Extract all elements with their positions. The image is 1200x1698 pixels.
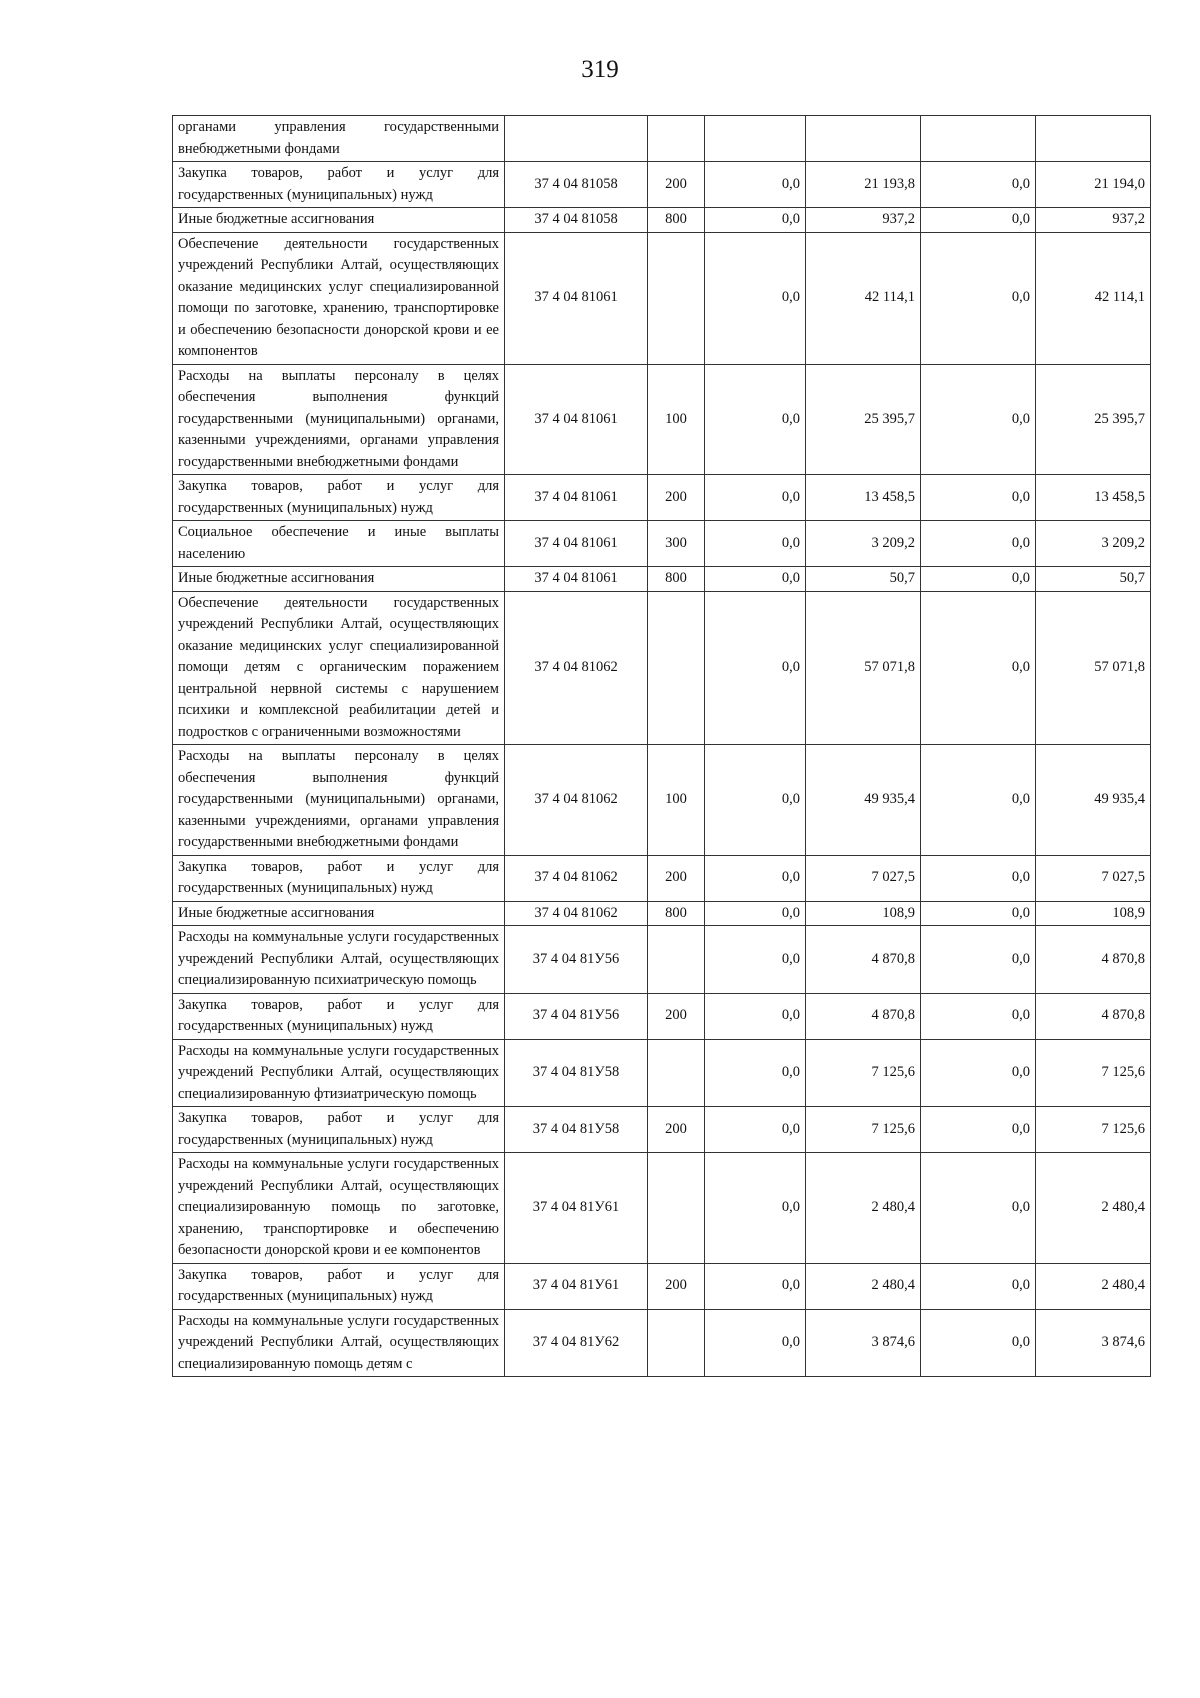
target-article-code-cell: 37 4 04 81062 xyxy=(505,901,648,926)
amount-cell: 0,0 xyxy=(705,162,806,208)
table-row xyxy=(173,901,1151,926)
amount-cell: 0,0 xyxy=(921,208,1036,233)
amount-cell: 0,0 xyxy=(921,364,1036,475)
expenditure-name-cell: Закупка товаров, работ и услуг для государственных (муниципальных) нужд xyxy=(173,993,505,1039)
amount-cell: 0,0 xyxy=(705,993,806,1039)
budget-table-body xyxy=(173,116,1151,1377)
total-amount-cell: 57 071,8 xyxy=(1036,591,1151,745)
table-row xyxy=(173,1107,1151,1153)
expense-type-cell: 200 xyxy=(648,162,705,208)
total-amount-cell xyxy=(1036,116,1151,162)
expense-type-cell: 800 xyxy=(648,901,705,926)
amount-cell: 0,0 xyxy=(921,1039,1036,1107)
amount-cell: 0,0 xyxy=(705,364,806,475)
amount-cell: 0,0 xyxy=(921,993,1036,1039)
expense-type-cell: 800 xyxy=(648,208,705,233)
amount-cell: 0,0 xyxy=(705,1309,806,1377)
expense-type-cell: 100 xyxy=(648,364,705,475)
total-amount-cell: 3 209,2 xyxy=(1036,521,1151,567)
total-amount-cell: 4 870,8 xyxy=(1036,993,1151,1039)
expenditure-name-cell: Расходы на выплаты персоналу в целях обеспечения выполнения функций государственными (муниципальными) органами, казенными учреждениями, органами управления государственными внебюджетными фондами xyxy=(173,364,505,475)
amount-cell xyxy=(921,116,1036,162)
amount-cell: 0,0 xyxy=(705,475,806,521)
expense-type-cell xyxy=(648,591,705,745)
amount-cell: 0,0 xyxy=(705,208,806,233)
amount-cell: 0,0 xyxy=(705,521,806,567)
table-row xyxy=(173,567,1151,592)
amount-cell: 7 027,5 xyxy=(806,855,921,901)
amount-cell xyxy=(705,116,806,162)
total-amount-cell: 108,9 xyxy=(1036,901,1151,926)
target-article-code-cell: 37 4 04 81У61 xyxy=(505,1153,648,1264)
table-row xyxy=(173,475,1151,521)
expenditure-name-cell: Закупка товаров, работ и услуг для государственных (муниципальных) нужд xyxy=(173,855,505,901)
amount-cell xyxy=(806,116,921,162)
amount-cell: 0,0 xyxy=(705,1153,806,1264)
amount-cell: 0,0 xyxy=(921,162,1036,208)
table-row xyxy=(173,1263,1151,1309)
expense-type-cell: 800 xyxy=(648,567,705,592)
amount-cell: 4 870,8 xyxy=(806,993,921,1039)
expenditure-name-cell: Расходы на коммунальные услуги государственных учреждений Республики Алтай, осуществляющих специализированную фтизиатрическую помощь xyxy=(173,1039,505,1107)
amount-cell: 0,0 xyxy=(705,232,806,364)
amount-cell: 0,0 xyxy=(705,855,806,901)
expenditure-name-cell: Закупка товаров, работ и услуг для государственных (муниципальных) нужд xyxy=(173,162,505,208)
table-row xyxy=(173,1039,1151,1107)
amount-cell: 7 125,6 xyxy=(806,1039,921,1107)
amount-cell: 0,0 xyxy=(921,591,1036,745)
expense-type-cell: 300 xyxy=(648,521,705,567)
amount-cell: 0,0 xyxy=(921,567,1036,592)
target-article-code-cell: 37 4 04 81062 xyxy=(505,591,648,745)
amount-cell: 0,0 xyxy=(705,1263,806,1309)
target-article-code-cell: 37 4 04 81У58 xyxy=(505,1107,648,1153)
table-row xyxy=(173,1153,1151,1264)
expenditure-name-cell: Социальное обеспечение и иные выплаты населению xyxy=(173,521,505,567)
expense-type-cell xyxy=(648,1309,705,1377)
total-amount-cell: 21 194,0 xyxy=(1036,162,1151,208)
target-article-code-cell: 37 4 04 81У56 xyxy=(505,993,648,1039)
total-amount-cell: 25 395,7 xyxy=(1036,364,1151,475)
expense-type-cell xyxy=(648,232,705,364)
expense-type-cell: 200 xyxy=(648,855,705,901)
table-row xyxy=(173,591,1151,745)
expenditure-name-cell: Расходы на коммунальные услуги государственных учреждений Республики Алтай, осуществляющих специализированную помощь по заготовке, хранению, транспортировке и обеспечению безопасности донорской крови и ее компонентов xyxy=(173,1153,505,1264)
expenditure-name-cell: Обеспечение деятельности государственных учреждений Республики Алтай, осуществляющих оказание медицинских услуг специализированной помощи детям с органическим поражением центральной нервной системы с нарушением психики и комплексной реабилитации детей и подростков с ограниченными возможностями xyxy=(173,591,505,745)
total-amount-cell: 50,7 xyxy=(1036,567,1151,592)
target-article-code-cell: 37 4 04 81061 xyxy=(505,232,648,364)
total-amount-cell: 7 125,6 xyxy=(1036,1107,1151,1153)
expense-type-cell: 200 xyxy=(648,475,705,521)
amount-cell: 25 395,7 xyxy=(806,364,921,475)
target-article-code-cell: 37 4 04 81У56 xyxy=(505,926,648,994)
total-amount-cell: 7 027,5 xyxy=(1036,855,1151,901)
amount-cell: 0,0 xyxy=(921,745,1036,856)
total-amount-cell: 2 480,4 xyxy=(1036,1153,1151,1264)
amount-cell: 0,0 xyxy=(921,521,1036,567)
expenditure-name-cell: Расходы на коммунальные услуги государственных учреждений Республики Алтай, осуществляющих специализированную помощь детям с xyxy=(173,1309,505,1377)
total-amount-cell: 937,2 xyxy=(1036,208,1151,233)
total-amount-cell: 4 870,8 xyxy=(1036,926,1151,994)
table-row xyxy=(173,926,1151,994)
amount-cell: 4 870,8 xyxy=(806,926,921,994)
table-row xyxy=(173,116,1151,162)
expenditure-name-cell: Закупка товаров, работ и услуг для государственных (муниципальных) нужд xyxy=(173,1107,505,1153)
amount-cell: 50,7 xyxy=(806,567,921,592)
table-row xyxy=(173,232,1151,364)
table-row xyxy=(173,1309,1151,1377)
expenditure-name-cell: Иные бюджетные ассигнования xyxy=(173,208,505,233)
target-article-code-cell: 37 4 04 81061 xyxy=(505,475,648,521)
total-amount-cell: 42 114,1 xyxy=(1036,232,1151,364)
expense-type-cell xyxy=(648,116,705,162)
table-row xyxy=(173,745,1151,856)
amount-cell: 0,0 xyxy=(921,232,1036,364)
amount-cell: 2 480,4 xyxy=(806,1263,921,1309)
total-amount-cell: 7 125,6 xyxy=(1036,1039,1151,1107)
amount-cell: 42 114,1 xyxy=(806,232,921,364)
amount-cell: 0,0 xyxy=(705,926,806,994)
amount-cell: 3 874,6 xyxy=(806,1309,921,1377)
target-article-code-cell: 37 4 04 81061 xyxy=(505,567,648,592)
amount-cell: 108,9 xyxy=(806,901,921,926)
target-article-code-cell: 37 4 04 81062 xyxy=(505,855,648,901)
amount-cell: 0,0 xyxy=(921,855,1036,901)
table-row xyxy=(173,364,1151,475)
expenditure-name-cell: Расходы на выплаты персоналу в целях обеспечения выполнения функций государственными (муниципальными) органами, казенными учреждениями, органами управления государственными внебюджетными фондами xyxy=(173,745,505,856)
amount-cell: 937,2 xyxy=(806,208,921,233)
page-number: 319 xyxy=(581,56,619,83)
expense-type-cell: 200 xyxy=(648,1107,705,1153)
expenditure-name-cell: органами управления государственными внебюджетными фондами xyxy=(173,116,505,162)
budget-table xyxy=(172,115,1151,1377)
amount-cell: 0,0 xyxy=(705,901,806,926)
amount-cell: 0,0 xyxy=(921,1309,1036,1377)
target-article-code-cell: 37 4 04 81061 xyxy=(505,364,648,475)
target-article-code-cell: 37 4 04 81058 xyxy=(505,208,648,233)
expenditure-name-cell: Закупка товаров, работ и услуг для государственных (муниципальных) нужд xyxy=(173,475,505,521)
target-article-code-cell: 37 4 04 81061 xyxy=(505,521,648,567)
total-amount-cell: 3 874,6 xyxy=(1036,1309,1151,1377)
amount-cell: 0,0 xyxy=(705,567,806,592)
table-row xyxy=(173,208,1151,233)
amount-cell: 0,0 xyxy=(921,1153,1036,1264)
target-article-code-cell: 37 4 04 81У62 xyxy=(505,1309,648,1377)
expenditure-name-cell: Иные бюджетные ассигнования xyxy=(173,567,505,592)
amount-cell: 57 071,8 xyxy=(806,591,921,745)
amount-cell: 0,0 xyxy=(921,926,1036,994)
amount-cell: 3 209,2 xyxy=(806,521,921,567)
expense-type-cell xyxy=(648,1153,705,1264)
amount-cell: 0,0 xyxy=(705,591,806,745)
target-article-code-cell: 37 4 04 81У61 xyxy=(505,1263,648,1309)
amount-cell: 0,0 xyxy=(705,745,806,856)
total-amount-cell: 49 935,4 xyxy=(1036,745,1151,856)
amount-cell: 0,0 xyxy=(921,475,1036,521)
expense-type-cell: 200 xyxy=(648,1263,705,1309)
expenditure-name-cell: Иные бюджетные ассигнования xyxy=(173,901,505,926)
amount-cell: 13 458,5 xyxy=(806,475,921,521)
amount-cell: 21 193,8 xyxy=(806,162,921,208)
expense-type-cell xyxy=(648,926,705,994)
total-amount-cell: 13 458,5 xyxy=(1036,475,1151,521)
amount-cell: 2 480,4 xyxy=(806,1153,921,1264)
target-article-code-cell xyxy=(505,116,648,162)
amount-cell: 0,0 xyxy=(921,1263,1036,1309)
amount-cell: 0,0 xyxy=(921,1107,1036,1153)
amount-cell: 7 125,6 xyxy=(806,1107,921,1153)
expenditure-name-cell: Закупка товаров, работ и услуг для государственных (муниципальных) нужд xyxy=(173,1263,505,1309)
total-amount-cell: 2 480,4 xyxy=(1036,1263,1151,1309)
table-row xyxy=(173,162,1151,208)
table-row xyxy=(173,521,1151,567)
table-row xyxy=(173,855,1151,901)
amount-cell: 0,0 xyxy=(705,1107,806,1153)
expenditure-name-cell: Расходы на коммунальные услуги государственных учреждений Республики Алтай, осуществляющих специализированную психиатрическую помощь xyxy=(173,926,505,994)
table-row xyxy=(173,993,1151,1039)
expenditure-name-cell: Обеспечение деятельности государственных учреждений Республики Алтай, осуществляющих оказание медицинских услуг специализированной помощи по заготовке, хранению, транспортировке и обеспечению безопасности донорской крови и ее компонентов xyxy=(173,232,505,364)
amount-cell: 0,0 xyxy=(921,901,1036,926)
amount-cell: 49 935,4 xyxy=(806,745,921,856)
target-article-code-cell: 37 4 04 81У58 xyxy=(505,1039,648,1107)
expense-type-cell: 200 xyxy=(648,993,705,1039)
target-article-code-cell: 37 4 04 81062 xyxy=(505,745,648,856)
expense-type-cell xyxy=(648,1039,705,1107)
amount-cell: 0,0 xyxy=(705,1039,806,1107)
target-article-code-cell: 37 4 04 81058 xyxy=(505,162,648,208)
expense-type-cell: 100 xyxy=(648,745,705,856)
